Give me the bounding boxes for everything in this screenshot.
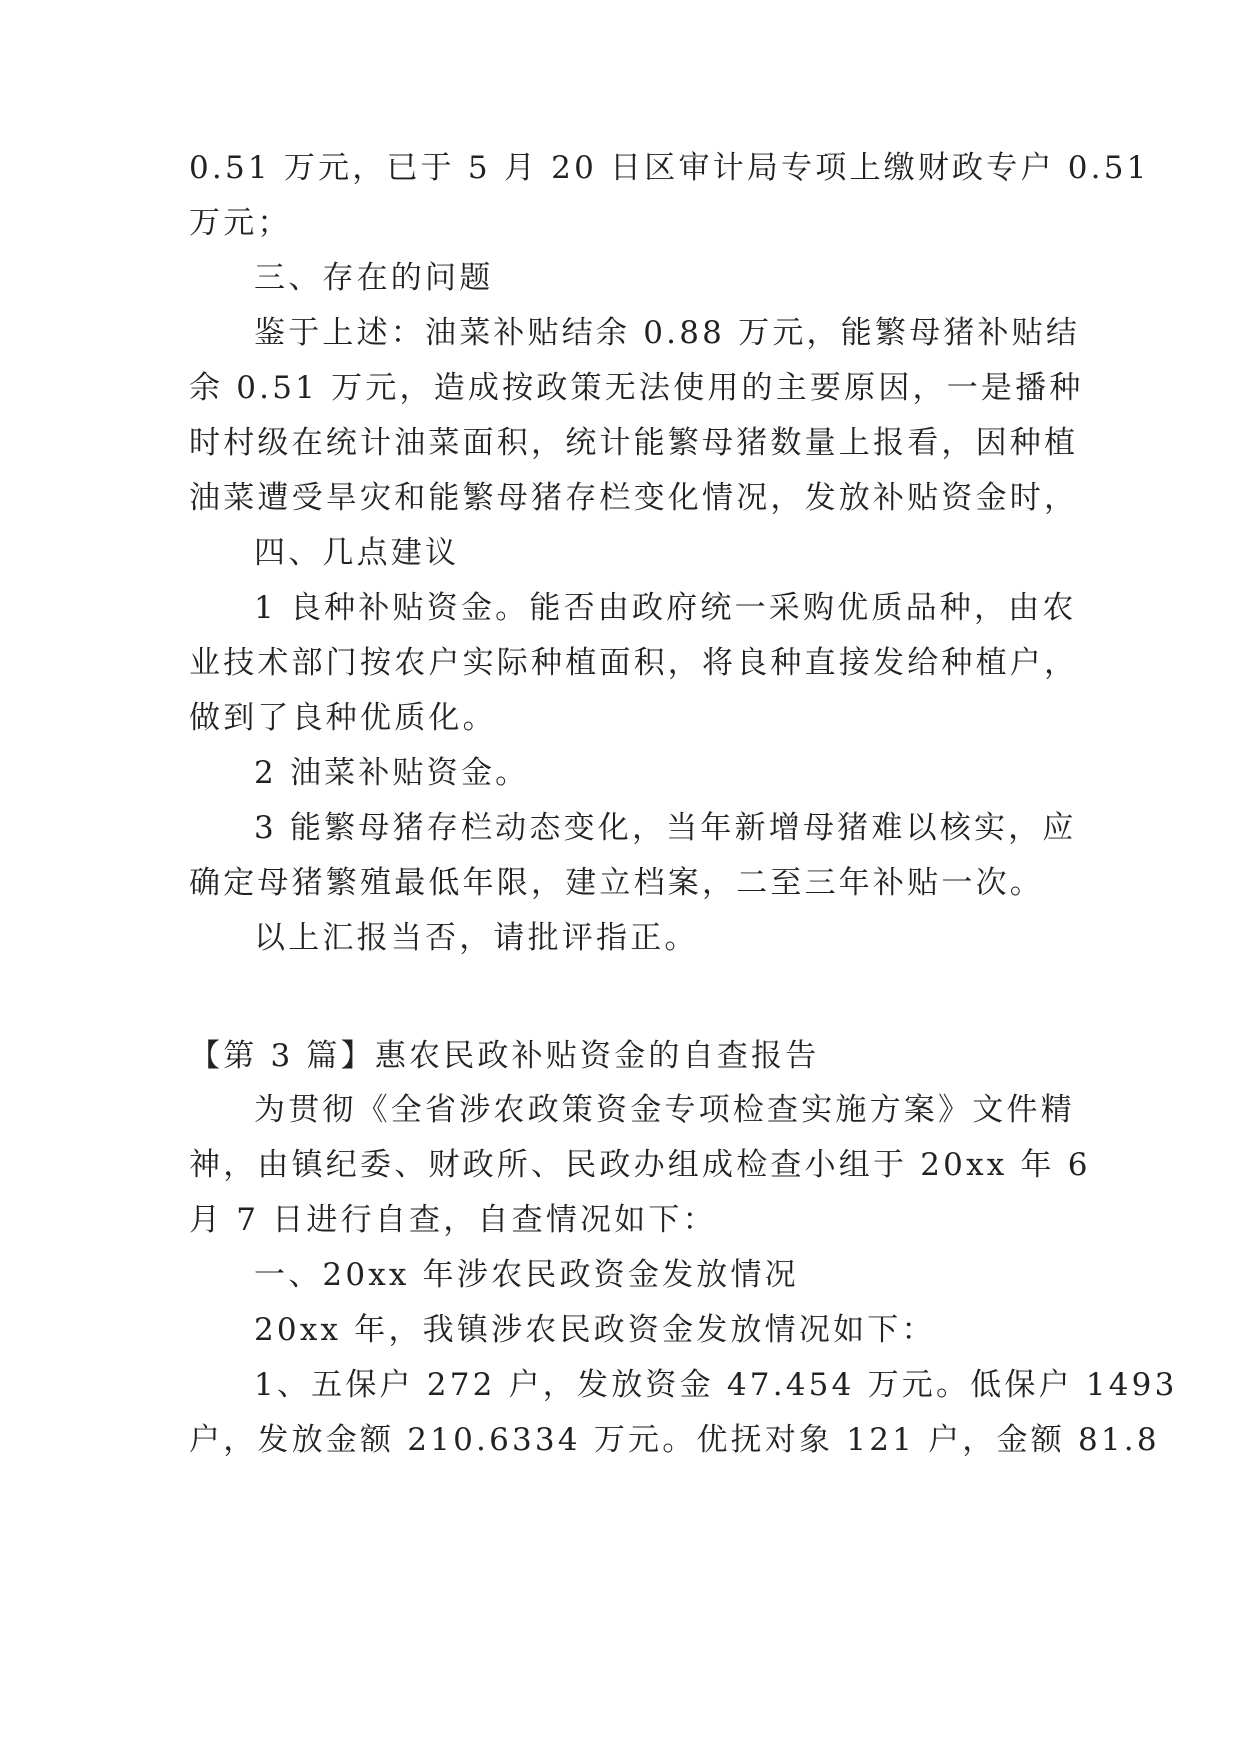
text-line: 神，由镇纪委、财政所、民政办组成检查小组于 20xx 年 6: [189, 1147, 1091, 1183]
text-line: 做到了良种优质化。: [189, 700, 497, 736]
text-line: 1 良种补贴资金。能否由政府统一采购优质品种，由农: [254, 590, 1077, 626]
text-line: 余 0.51 万元，造成按政策无法使用的主要原因，一是播种: [189, 370, 1084, 406]
section-heading: 四、几点建议: [254, 535, 460, 571]
text-line: 以上汇报当否，请批评指正。: [254, 920, 699, 956]
text-line: 鉴于上述：油菜补贴结余 0.88 万元，能繁母猪补贴结: [254, 315, 1081, 351]
section-heading: 三、存在的问题: [254, 260, 494, 296]
text-line: 户，发放金额 210.6334 万元。优抚对象 121 户，金额 81.8: [189, 1422, 1160, 1458]
article-title: 【第 3 篇】惠农民政补贴资金的自查报告: [189, 1038, 820, 1074]
text-line: 20xx 年，我镇涉农民政资金发放情况如下：: [254, 1312, 936, 1348]
text-line: 月 7 日进行自查，自查情况如下：: [189, 1202, 717, 1238]
text-line: 确定母猪繁殖最低年限，建立档案，二至三年补贴一次。: [189, 865, 1044, 901]
text-line: 0.51 万元，已于 5 月 20 日区审计局专项上缴财政专户 0.51: [189, 150, 1150, 186]
text-line: 3 能繁母猪存栏动态变化，当年新增母猪难以核实，应: [254, 810, 1077, 846]
text-line: 2 油菜补贴资金。: [254, 755, 530, 791]
text-line: 油菜遭受旱灾和能繁母猪存栏变化情况，发放补贴资金时，: [189, 480, 1079, 516]
section-heading: 一、20xx 年涉农民政资金发放情况: [254, 1257, 799, 1293]
text-line: 为贯彻《全省涉农政策资金专项检查实施方案》文件精: [254, 1092, 1075, 1128]
text-line: 万元；: [189, 205, 292, 241]
text-line: 业技术部门按农户实际种植面积，将良种直接发给种植户，: [189, 645, 1079, 681]
text-line: 时村级在统计油菜面积，统计能繁母猪数量上报看，因种植: [189, 425, 1079, 461]
text-line: 1、五保户 272 户，发放资金 47.454 万元。低保户 1493: [254, 1367, 1178, 1403]
